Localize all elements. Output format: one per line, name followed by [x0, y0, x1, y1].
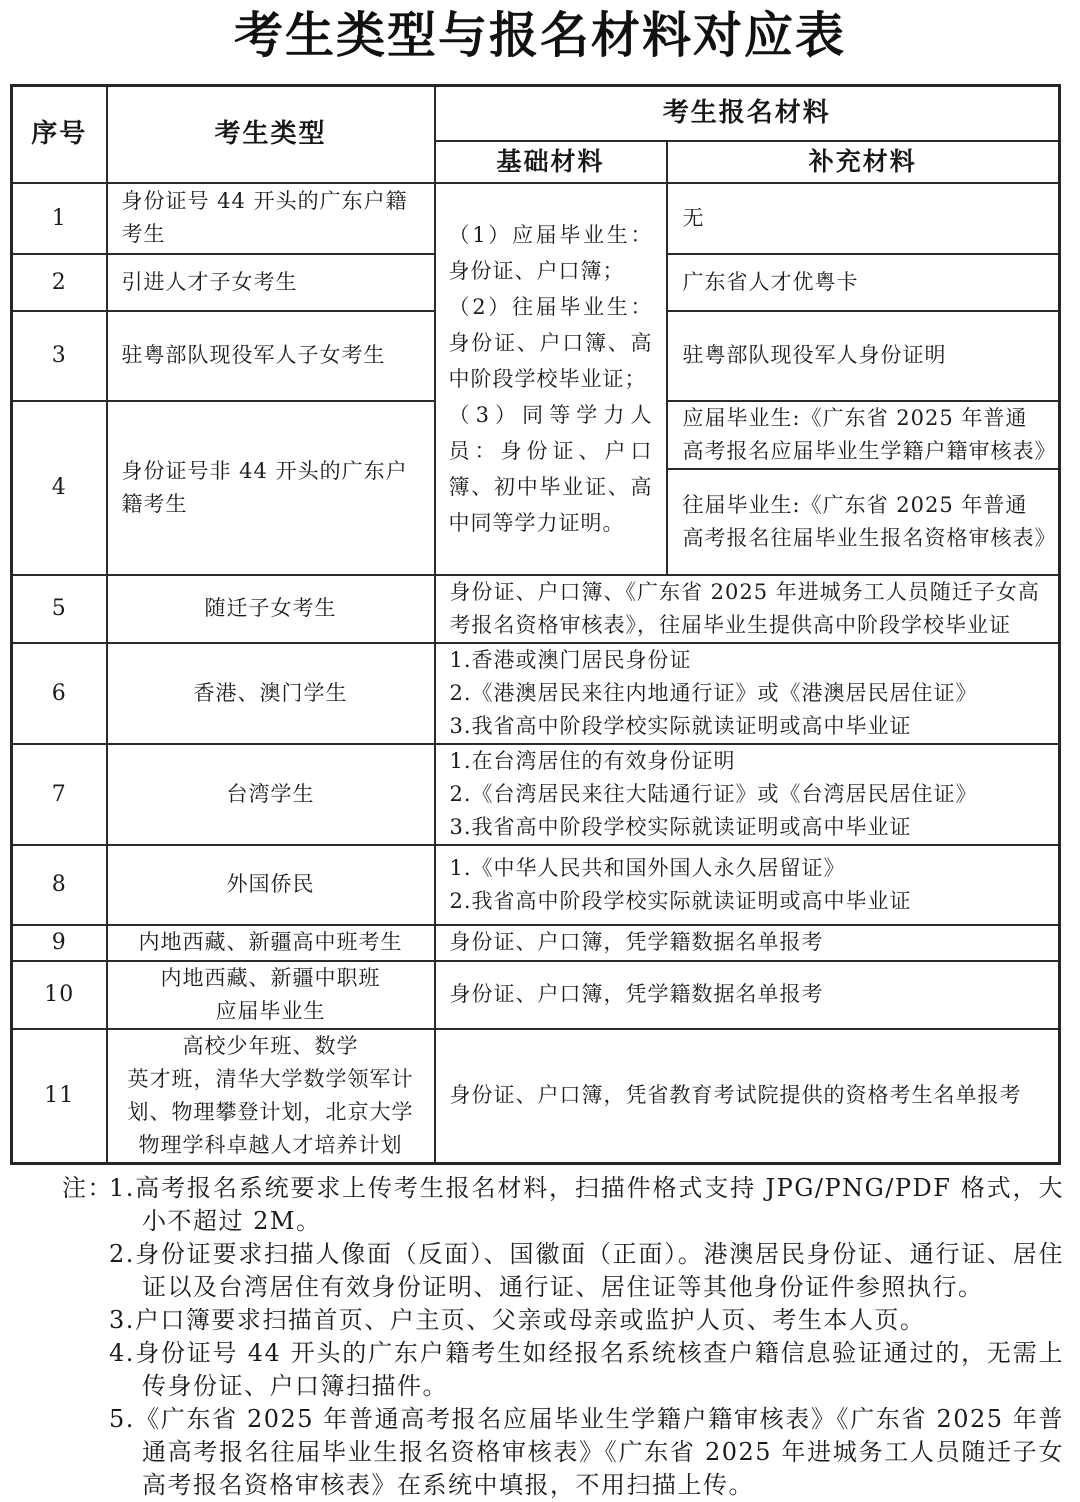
- candidate-type-line: 物理学科卓越人才培养计划: [138, 1132, 403, 1157]
- candidate-type-cell: 身份证号 44 开头的广东户籍考生: [107, 183, 435, 254]
- basic-materials-cell: [435, 183, 667, 575]
- materials-line: 1.香港或澳门居民身份证: [449, 647, 692, 672]
- page-title: 考生类型与报名材料对应表: [233, 6, 846, 64]
- supplementary-materials-cell: 应届毕业生:《广东省 2025 年普通高考报名应届毕业生学籍户籍审核表》: [667, 401, 1060, 469]
- candidate-type-cell: 台湾学生: [107, 744, 435, 845]
- supplementary-materials-cell: 驻粤部队现役军人身份证明: [667, 311, 1060, 401]
- table-row: [12, 643, 1060, 744]
- table-row: [12, 575, 1060, 643]
- candidate-type-cell: [107, 961, 435, 1029]
- materials-line: 3.我省高中阶段学校实际就读证明或高中毕业证: [449, 713, 912, 738]
- note-number: 3.: [109, 1305, 135, 1334]
- table-row: [12, 845, 1060, 925]
- note-item: [109, 1337, 1064, 1403]
- note-text: 身份证号 44 开头的广东户籍考生如经报名系统核查户籍信息验证通过的，无需上传身份证、户口簿扫描件。: [134, 1338, 1064, 1400]
- materials-cell: 身份证、户口簿、《广东省 2025 年进城务工人员随迁子女高考报名资格审核表》，往届毕业生提供高中阶段学校毕业证: [435, 575, 1060, 643]
- materials-cell: 身份证、户口簿，凭省教育考试院提供的资格考生名单报考: [435, 1029, 1060, 1164]
- row-number-cell: 7: [12, 744, 107, 845]
- note-text: 高考报名系统要求上传考生报名材料，扫描件格式支持 JPG/PNG/PDF 格式，大小不超过 2M。: [134, 1173, 1064, 1235]
- header-row-1: [12, 86, 1060, 141]
- basic-materials-item: （2）往届毕业生：身份证、户口簿、高中阶段学校毕业证；: [448, 294, 653, 391]
- note-number: 5.: [109, 1404, 135, 1433]
- row-number-cell: 2: [12, 254, 107, 311]
- header-supplementary-materials: 补充材料: [667, 141, 1060, 183]
- note-text: 户口簿要求扫描首页、户主页、父亲或母亲或监护人页、考生本人页。: [134, 1305, 926, 1334]
- note-item: [109, 1172, 1064, 1238]
- notes-label: 注：: [62, 1173, 113, 1202]
- row-number-cell: 4: [12, 401, 107, 575]
- row-number-cell: 8: [12, 845, 107, 925]
- candidate-type-cell: 驻粤部队现役军人子女考生: [107, 311, 435, 401]
- candidate-type-line: 英才班，清华大学数学领军计: [127, 1066, 414, 1091]
- note-text: 身份证要求扫描人像面（反面）、国徽面（正面）。港澳居民身份证、通行证、居住证以及台湾居住有效身份证明、通行证、居住证等其他身份证件参照执行。: [134, 1239, 1064, 1301]
- candidate-type-line: 内地西藏、新疆中职班: [160, 965, 381, 990]
- row-number-cell: 10: [12, 961, 107, 1029]
- materials-cell: [435, 845, 1060, 925]
- supplementary-materials-cell: 广东省人才优粤卡: [667, 254, 1060, 311]
- candidate-type-line: 应届毕业生: [215, 998, 326, 1023]
- notes-list: [109, 1172, 1064, 1502]
- note-number: 4.: [109, 1338, 135, 1367]
- supplementary-materials-cell: 往届毕业生:《广东省 2025 年普通高考报名往届毕业生报名资格审核表》: [667, 469, 1060, 575]
- table-row: [12, 1029, 1060, 1164]
- candidate-type-cell: [107, 1029, 435, 1164]
- header-registration-materials: 考生报名材料: [435, 86, 1060, 141]
- row-number-cell: 9: [12, 925, 107, 961]
- basic-materials-item: （1）应届毕业生：身份证、户口簿；: [448, 222, 653, 283]
- header-basic-materials: 基础材料: [435, 141, 667, 183]
- table-row: [12, 961, 1060, 1029]
- materials-line: 1.《中华人民共和国外国人永久居留证》: [449, 855, 846, 880]
- candidate-type-cell: 外国侨民: [107, 845, 435, 925]
- candidate-type-cell: 随迁子女考生: [107, 575, 435, 643]
- candidate-type-cell: 内地西藏、新疆高中班考生: [107, 925, 435, 961]
- row-number-cell: 5: [12, 575, 107, 643]
- materials-line: 2.《台湾居民来往大陆通行证》或《台湾居民居住证》: [449, 781, 978, 806]
- basic-materials-item: （3）同等学力人员：身份证、户口簿、初中毕业证、高中同等学力证明。: [448, 402, 653, 535]
- note-number: 2.: [109, 1239, 135, 1268]
- supplementary-materials-cell: 无: [667, 183, 1060, 254]
- materials-cell: 身份证、户口簿，凭学籍数据名单报考: [435, 925, 1060, 961]
- materials-cell: [435, 744, 1060, 845]
- note-item: [109, 1304, 1064, 1337]
- candidate-type-cell: 香港、澳门学生: [107, 643, 435, 744]
- candidate-type-cell: 身份证号非 44 开头的广东户籍考生: [107, 401, 435, 575]
- header-candidate-type: 考生类型: [107, 86, 435, 183]
- row-number-cell: 3: [12, 311, 107, 401]
- notes-section: [0, 1172, 1080, 1502]
- table-row: [12, 744, 1060, 845]
- row-number-cell: 1: [12, 183, 107, 254]
- table-row: [12, 183, 1060, 254]
- note-item: [109, 1238, 1064, 1304]
- materials-cell: [435, 643, 1060, 744]
- materials-line: 2.《港澳居民来往内地通行证》或《港澳居民居住证》: [449, 680, 978, 705]
- candidate-type-cell: 引进人才子女考生: [107, 254, 435, 311]
- note-number: 1.: [109, 1173, 135, 1202]
- header-index: 序号: [12, 86, 107, 183]
- note-text: 《广东省 2025 年普通高考报名应届毕业生学籍户籍审核表》《广东省 2025 年普通高考报名往届毕业生报名资格审核表》《广东省 2025 年进城务工人员随迁子女高考报名资格审核表》在系统中填报，不用扫描上传。: [134, 1404, 1064, 1499]
- candidate-type-line: 高校少年班、数学: [182, 1033, 359, 1058]
- note-item: [109, 1403, 1064, 1502]
- table-row: [12, 925, 1060, 961]
- row-number-cell: 11: [12, 1029, 107, 1164]
- materials-line: 2.我省高中阶段学校实际就读证明或高中毕业证: [449, 888, 912, 913]
- materials-line: 1.在台湾居住的有效身份证明: [449, 748, 736, 773]
- materials-table: [10, 84, 1061, 1165]
- row-number-cell: 6: [12, 643, 107, 744]
- candidate-type-line: 划、物理攀登计划，北京大学: [127, 1099, 414, 1124]
- materials-line: 3.我省高中阶段学校实际就读证明或高中毕业证: [449, 814, 912, 839]
- materials-cell: 身份证、户口簿，凭学籍数据名单报考: [435, 961, 1060, 1029]
